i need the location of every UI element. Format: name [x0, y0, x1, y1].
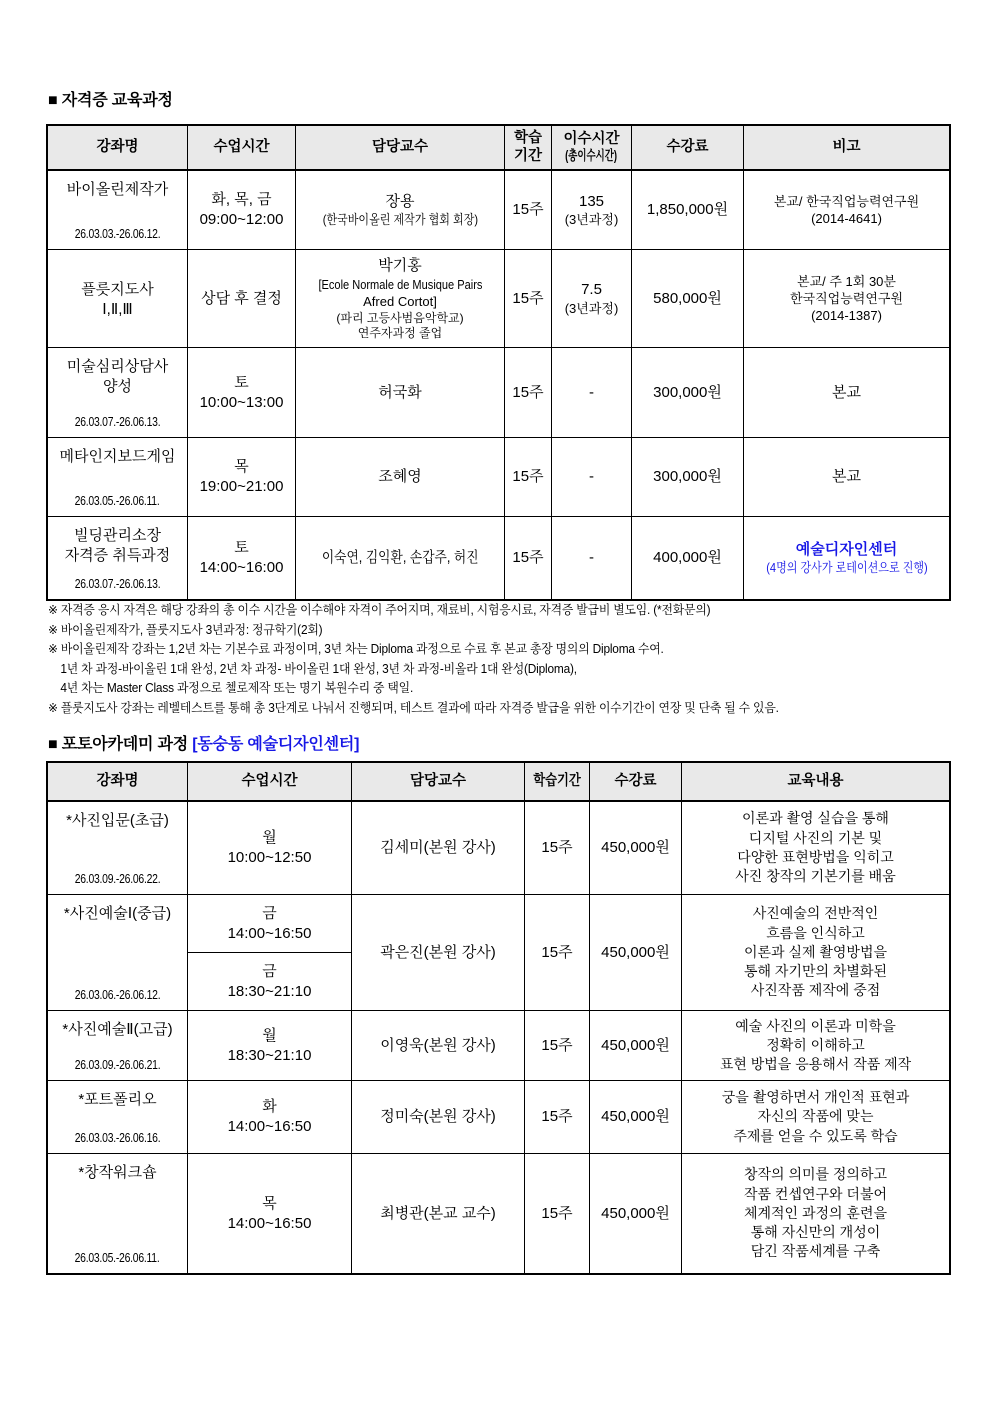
photo-academy-course-table — [46, 761, 951, 1275]
table-header-row — [48, 763, 949, 800]
cell-completion-hours — [551, 348, 631, 437]
text-line: 수강료 — [666, 138, 709, 155]
text-line: 월 — [262, 1026, 277, 1044]
text-line: 450,000원 — [601, 1108, 670, 1126]
footnote: 4년 차는 Master Class 과정으로 첼로제작 또는 명기 복원수리 중 택일. — [60, 681, 414, 695]
cell-class-time — [187, 1011, 351, 1080]
text-line: 금 — [262, 904, 277, 922]
text-line: 사진예술의 전반적인 — [752, 905, 879, 922]
text-line: *사진입문(초급) — [66, 812, 169, 829]
cell-fee — [631, 438, 743, 516]
text-line: 빌딩관리소장 — [74, 527, 161, 544]
text-line: 교육내용 — [787, 772, 844, 789]
cell-note — [743, 348, 949, 437]
text-line: 학습기간 — [533, 772, 581, 789]
text-line: 450,000원 — [601, 943, 670, 961]
text-line: 09:00~12:00 — [199, 211, 284, 228]
cell-professor — [351, 895, 524, 1010]
text-line: 이영욱(본원 강사) — [380, 1036, 496, 1054]
cell-professor — [295, 348, 504, 437]
cell-fee — [631, 250, 743, 347]
text-line: 바이올린제작가 — [66, 181, 169, 198]
text-line: 400,000원 — [653, 549, 722, 567]
class-time-slot — [188, 895, 351, 952]
cell-course-content — [681, 1081, 949, 1153]
cell-study-period — [504, 348, 551, 437]
text-line: *포트폴리오 — [78, 1091, 157, 1108]
cell-study-period — [504, 438, 551, 516]
table-row — [48, 800, 949, 894]
cell-professor — [295, 250, 504, 347]
cell-fee — [589, 1081, 681, 1153]
header-cell — [589, 763, 681, 800]
cell-note — [743, 438, 949, 516]
text-line: - — [589, 549, 594, 567]
text-line: 14:00~16:50 — [227, 1118, 312, 1135]
cell-course-name — [48, 517, 187, 599]
cell-note — [743, 517, 949, 599]
section1-title: ■ 자격증 교육과정 — [48, 92, 173, 109]
cell-professor — [351, 1081, 524, 1153]
cell-completion-hours — [551, 438, 631, 516]
text-line: 수업시간 — [213, 138, 270, 155]
cell-fee — [631, 348, 743, 437]
text-line: 정미숙(본원 강사) — [380, 1108, 496, 1126]
course-name — [78, 1090, 156, 1110]
text-line: 상담 후 결정 — [201, 289, 282, 307]
text-line: 조혜영 — [378, 468, 422, 486]
text-line: 주제를 얻을 수 있도록 학습 — [733, 1127, 898, 1144]
table-row — [48, 169, 949, 249]
text-line: 목 — [234, 458, 249, 476]
text-line: (2014-4641) — [811, 211, 882, 226]
cell-fee — [631, 517, 743, 599]
text-line: 화 — [262, 1098, 277, 1116]
text-line: 허국화 — [378, 383, 422, 401]
text-line: 사진 창작의 기본기를 배움 — [735, 868, 896, 885]
header-cell — [743, 126, 949, 169]
cell-study-period — [504, 517, 551, 599]
text-line: 수업시간 — [241, 772, 298, 789]
text-line: 박기홍 — [378, 257, 422, 275]
text-line: 10:00~13:00 — [199, 393, 284, 411]
class-time-slot — [228, 1013, 312, 1078]
text-line: 10:00~12:50 — [227, 849, 312, 866]
cell-class-time — [187, 802, 351, 894]
table-row — [48, 894, 949, 1010]
footnote: ※ 플룻지도사 강좌는 레벨테스트를 통해 총 3단계로 나눠서 진행되며, 테스트 결과에 따라 자격증 발급을 위한 이수기간이 연장 및 단축 될 수 있음. — [48, 700, 779, 715]
text-line: 15주 — [512, 383, 544, 401]
cell-professor — [351, 1154, 524, 1273]
text-line: (3년과정) — [564, 300, 619, 316]
text-line: 450,000원 — [601, 1036, 670, 1054]
cell-professor — [351, 802, 524, 894]
text-line: 김세미(본원 강사) — [380, 839, 496, 857]
header-cell — [295, 126, 504, 169]
footnote-list — [48, 601, 978, 718]
text-line: 450,000원 — [601, 839, 670, 857]
text-line: 15주 — [512, 201, 544, 219]
header-cell — [48, 763, 187, 800]
course-date-range: 26.03.07.-26.06.13. — [74, 413, 161, 429]
course-date-range: 26.03.03.-26.06.16. — [74, 1129, 161, 1145]
cell-class-time — [187, 1154, 351, 1273]
course-date-range: 26.03.09.-26.06.22. — [74, 870, 161, 886]
certificate-course-table — [46, 124, 951, 601]
cell-course-name — [48, 1154, 187, 1273]
cell-professor — [351, 1011, 524, 1080]
cell-course-name — [48, 348, 187, 437]
text-line: 작품 컨셉연구와 더불어 — [743, 1185, 888, 1202]
cell-class-time — [187, 1081, 351, 1153]
text-line: 7.5 — [581, 281, 602, 299]
cell-completion-hours — [551, 517, 631, 599]
table-row — [48, 437, 949, 516]
cell-professor — [295, 517, 504, 599]
text-line: 15주 — [512, 289, 544, 307]
header-cell — [187, 763, 351, 800]
text-line: 통해 자신만의 개성이 — [750, 1224, 881, 1241]
table-row — [48, 1080, 949, 1153]
cell-course-content — [681, 1154, 949, 1273]
text-line: 15주 — [541, 1036, 573, 1054]
text-line: 금 — [262, 962, 277, 980]
course-name — [81, 280, 153, 320]
text-line: 이수시간 — [563, 130, 620, 147]
text-line: 흐름을 인식하고 — [766, 924, 865, 941]
text-line: 양성 — [103, 377, 132, 395]
text-line: 1,850,000원 — [646, 201, 729, 219]
section2-title-black: ■ 포토아카데미 과정 — [48, 736, 193, 753]
text-line: (2014-1387) — [811, 308, 882, 324]
table-row — [48, 249, 949, 347]
course-name — [64, 904, 171, 924]
text-line: 이론과 촬영 실습을 통해 — [742, 810, 889, 827]
header-cell — [551, 126, 631, 169]
text-line: 300,000원 — [653, 468, 722, 486]
text-line: 예술디자인센터 — [795, 540, 898, 558]
course-date-range: 26.03.09.-26.06.21. — [74, 1056, 161, 1072]
text-line: 플릇지도사 — [81, 280, 154, 298]
text-line: (3년과정) — [564, 212, 619, 228]
text-line: 비고 — [832, 138, 861, 155]
text-line: *사진예술Ⅰ(중급) — [63, 905, 172, 922]
text-line: 19:00~21:00 — [199, 478, 284, 495]
text-line: 월 — [262, 829, 277, 847]
table-row — [48, 1010, 949, 1080]
text-line: 강좌명 — [96, 772, 139, 789]
course-name — [65, 526, 171, 566]
cell-note — [743, 250, 949, 347]
text-line: - — [589, 383, 594, 401]
cell-fee — [589, 895, 681, 1010]
text-line: 18:30~21:10 — [227, 1046, 312, 1064]
text-line: 15주 — [541, 839, 573, 857]
text-line: 15주 — [541, 943, 573, 961]
text-line: 18:30~21:10 — [227, 982, 312, 1000]
header-cell — [504, 126, 551, 169]
header-cell — [524, 763, 589, 800]
table-header-row — [48, 126, 949, 169]
text-line: 궁을 촬영하면서 개인적 표현과 — [721, 1089, 910, 1106]
text-line: 135 — [578, 192, 605, 210]
course-date-range: 26.03.07.-26.06.13. — [74, 575, 161, 591]
cell-class-time — [187, 250, 295, 347]
cell-study-period — [524, 895, 589, 1010]
cell-study-period — [504, 250, 551, 347]
class-time-slot — [228, 804, 312, 892]
class-time-slot — [228, 1156, 312, 1271]
cell-completion-hours — [551, 250, 631, 347]
cell-professor — [295, 171, 504, 249]
text-line: (파리 고등사범음악학교) — [336, 310, 464, 325]
cell-study-period — [524, 802, 589, 894]
text-line: 토 — [234, 373, 249, 391]
cell-course-name — [48, 1081, 187, 1153]
text-line: 목 — [262, 1194, 277, 1212]
cell-class-time — [187, 895, 351, 1010]
text-line: 학습 — [513, 130, 542, 147]
course-name — [78, 1163, 156, 1183]
footnote: ※ 바이올린제작 강좌는 1,2년 차는 기본수료 과정이며, 3년 차는 Diploma 과정으로 수료 후 본교 총장 명의의 Diploma 수여. — [48, 642, 664, 656]
course-name — [62, 1020, 172, 1040]
cell-fee — [589, 1011, 681, 1080]
text-line: 14:00~16:00 — [199, 559, 284, 576]
table-row — [48, 1153, 949, 1273]
course-date-range: 26.03.05.-26.06.11. — [75, 492, 160, 508]
cell-course-name — [48, 1011, 187, 1080]
section2-title-center-name: [동숭동 예술디자인센터] — [192, 736, 360, 753]
course-name — [67, 357, 168, 397]
text-line: *사진예술Ⅱ(고급) — [62, 1021, 173, 1038]
text-line: 15주 — [512, 549, 544, 567]
text-line: 창작의 의미를 정의하고 — [743, 1166, 888, 1183]
cell-class-time — [187, 438, 295, 516]
text-line: 본교/ 주 1회 30분 — [797, 273, 896, 289]
text-line: 화, 목, 금 — [211, 191, 272, 209]
cell-class-time — [187, 348, 295, 437]
course-name — [60, 447, 176, 467]
cell-course-name — [48, 802, 187, 894]
header-cell — [187, 126, 295, 169]
text-line: 다양한 표현방법을 익히고 — [737, 849, 894, 865]
cell-completion-hours — [551, 171, 631, 249]
cell-study-period — [504, 171, 551, 249]
cell-course-name — [48, 438, 187, 516]
text-line: (한국바이올린 제작가 협회 회장) — [322, 212, 478, 228]
course-name — [66, 811, 169, 831]
text-line: 통해 자기만의 차별화된 — [743, 963, 888, 980]
class-time-slot — [228, 1083, 312, 1151]
text-line: 토 — [234, 539, 249, 557]
cell-class-time — [187, 171, 295, 249]
text-line: 정확히 이해하고 — [766, 1036, 865, 1053]
footnote: 1년 차 과정-바이올린 1대 완성, 2년 차 과정- 바이올린 1대 완성, 3년 차 과정-비올라 1대 완성(Diploma), — [60, 661, 577, 676]
text-line: 예술 사진의 이론과 미학을 — [735, 1017, 896, 1034]
cell-professor — [295, 438, 504, 516]
text-line: 체계적인 과정의 훈련을 — [743, 1204, 888, 1221]
course-name — [67, 180, 168, 200]
header-cell — [48, 126, 187, 169]
footnote: ※ 바이올린제작가, 플룻지도사 3년과정: 정규학기(2회) — [48, 622, 323, 637]
cell-course-name — [48, 895, 187, 1010]
table-row — [48, 516, 949, 599]
cell-fee — [589, 802, 681, 894]
course-date-range: 26.03.05.-26.06.11. — [75, 1249, 160, 1265]
text-line: 본교 — [832, 468, 861, 486]
cell-course-name — [48, 171, 187, 249]
text-line: 표현 방법을 응용해서 작품 제작 — [719, 1056, 912, 1073]
text-line: 15주 — [541, 1108, 573, 1126]
cell-course-content — [681, 802, 949, 894]
text-line: 14:00~16:50 — [227, 924, 312, 942]
text-line: 디지털 사진의 기본 및 — [748, 829, 883, 846]
text-line: 수강료 — [614, 772, 657, 789]
cell-course-content — [681, 1011, 949, 1080]
text-line: 기간 — [513, 147, 542, 164]
text-line: 담긴 작품세계를 구축 — [750, 1243, 881, 1260]
text-line: 14:00~16:50 — [227, 1214, 312, 1232]
text-line: 연주자과정 졸업 — [357, 325, 443, 340]
header-cell — [351, 763, 524, 800]
text-line: 이숙연, 김익환, 손갑주, 허진 — [321, 549, 479, 567]
text-line: *창작워크숍 — [78, 1164, 157, 1181]
text-line: 한국직업능력연구원 — [789, 290, 904, 306]
cell-study-period — [524, 1011, 589, 1080]
text-line: 담당교수 — [371, 138, 429, 155]
text-line: 본교/ 한국직업능력연구원 — [773, 193, 920, 209]
class-time-slot — [188, 952, 351, 1010]
text-line: 장용 — [385, 192, 415, 210]
text-line: 곽은진(본원 강사) — [380, 943, 496, 961]
text-line: Afred Cortot] — [363, 294, 437, 310]
text-line: 이론과 실제 촬영방법을 — [743, 943, 888, 960]
text-line: [Ecole Normale de Musique Pairs — [318, 277, 482, 293]
text-line: 300,000원 — [653, 383, 722, 401]
cell-course-content — [681, 895, 949, 1010]
section2-title — [48, 731, 359, 754]
text-line: (총이수시간) — [565, 148, 618, 164]
header-cell — [631, 126, 743, 169]
text-line: 본교 — [832, 383, 861, 401]
text-line: 담당교수 — [409, 772, 467, 789]
text-line: 450,000원 — [601, 1204, 670, 1222]
text-line: 자격증 취득과정 — [64, 546, 171, 564]
text-line: 자신의 작품에 맞는 — [757, 1108, 874, 1125]
table-row — [48, 347, 949, 437]
cell-study-period — [524, 1154, 589, 1273]
course-date-range: 26.03.03.-26.06.12. — [74, 225, 161, 241]
cell-note — [743, 171, 949, 249]
cell-study-period — [524, 1081, 589, 1153]
text-line: 강좌명 — [96, 138, 139, 155]
text-line: 15주 — [512, 468, 544, 486]
header-cell — [681, 763, 949, 800]
text-line: 메타인지보드게임 — [59, 448, 176, 465]
text-line: 최병관(본교 교수) — [380, 1204, 496, 1222]
text-line: 15주 — [541, 1204, 573, 1222]
cell-course-name — [48, 250, 187, 347]
cell-fee — [631, 171, 743, 249]
text-line: (4명의 강사가 로테이션으로 진행) — [765, 560, 928, 576]
cell-fee — [589, 1154, 681, 1273]
text-line: - — [589, 468, 594, 486]
text-line: 사진작품 제작에 중점 — [750, 982, 881, 999]
course-date-range: 26.03.06.-26.06.12. — [74, 986, 161, 1002]
text-line: 580,000원 — [653, 289, 722, 307]
text-line: Ⅰ,Ⅱ,Ⅲ — [102, 300, 133, 318]
footnote: ※ 자격증 응시 자격은 해당 강좌의 총 이수 시간을 이수해야 자격이 주어지며, 재료비, 시험응시료, 자격증 발급비 별도임. (*전화문의) — [48, 603, 711, 617]
cell-class-time — [187, 517, 295, 599]
text-line: 미술심리상담사 — [66, 358, 169, 375]
